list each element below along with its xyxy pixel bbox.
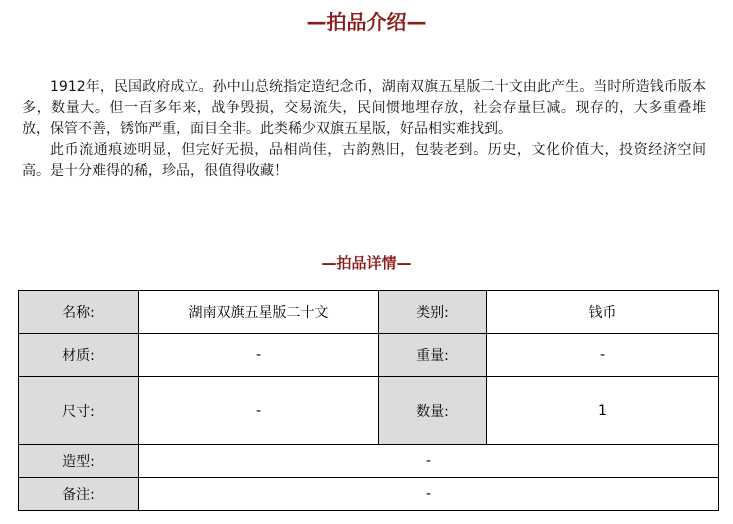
table-row: [19, 445, 719, 478]
table-row: [19, 291, 719, 334]
category-label: 类别:: [379, 291, 487, 334]
intro-paragraph-1: 1912年，民国政府成立。孙中山总统指定造纪念币，湖南双旗五星版二十文由此产生。当时所造钱币版本多，数量大。但一百多年来，战争毁损，交易流失，民间惯地埋存放，社会存量巨减。现存的，大多重叠堆放，保管不善，锈饰严重，面目全非。此类稀少双旗五星版，好品相实难找到。: [22, 79, 706, 137]
name-value: 湖南双旗五星版二十文: [139, 291, 379, 334]
details-table: [18, 290, 719, 511]
details-section-title: —拍品详情—: [321, 254, 412, 272]
shape-value: -: [139, 445, 719, 478]
remark-value: -: [139, 478, 719, 511]
intro-section-title: —拍品介绍—: [306, 10, 427, 34]
weight-label: 重量:: [379, 334, 487, 377]
intro-paragraph-2: 此币流通痕迹明显，但完好无损，品相尚佳，古韵熟旧，包装老到。历史，文化价值大，投资经济空间高。是十分难得的稀，珍品，很值得收藏！: [22, 142, 706, 179]
size-value: -: [139, 377, 379, 445]
table-row: [19, 478, 719, 511]
name-label: 名称:: [19, 291, 139, 334]
intro-text: [22, 77, 706, 182]
weight-value: -: [487, 334, 719, 377]
table-row: [19, 334, 719, 377]
size-label: 尺寸:: [19, 377, 139, 445]
material-label: 材质:: [19, 334, 139, 377]
quantity-value: 1: [487, 377, 719, 445]
table-row: [19, 377, 719, 445]
material-value: -: [139, 334, 379, 377]
remark-label: 备注:: [19, 478, 139, 511]
quantity-label: 数量:: [379, 377, 487, 445]
shape-label: 造型:: [19, 445, 139, 478]
category-value: 钱币: [487, 291, 719, 334]
